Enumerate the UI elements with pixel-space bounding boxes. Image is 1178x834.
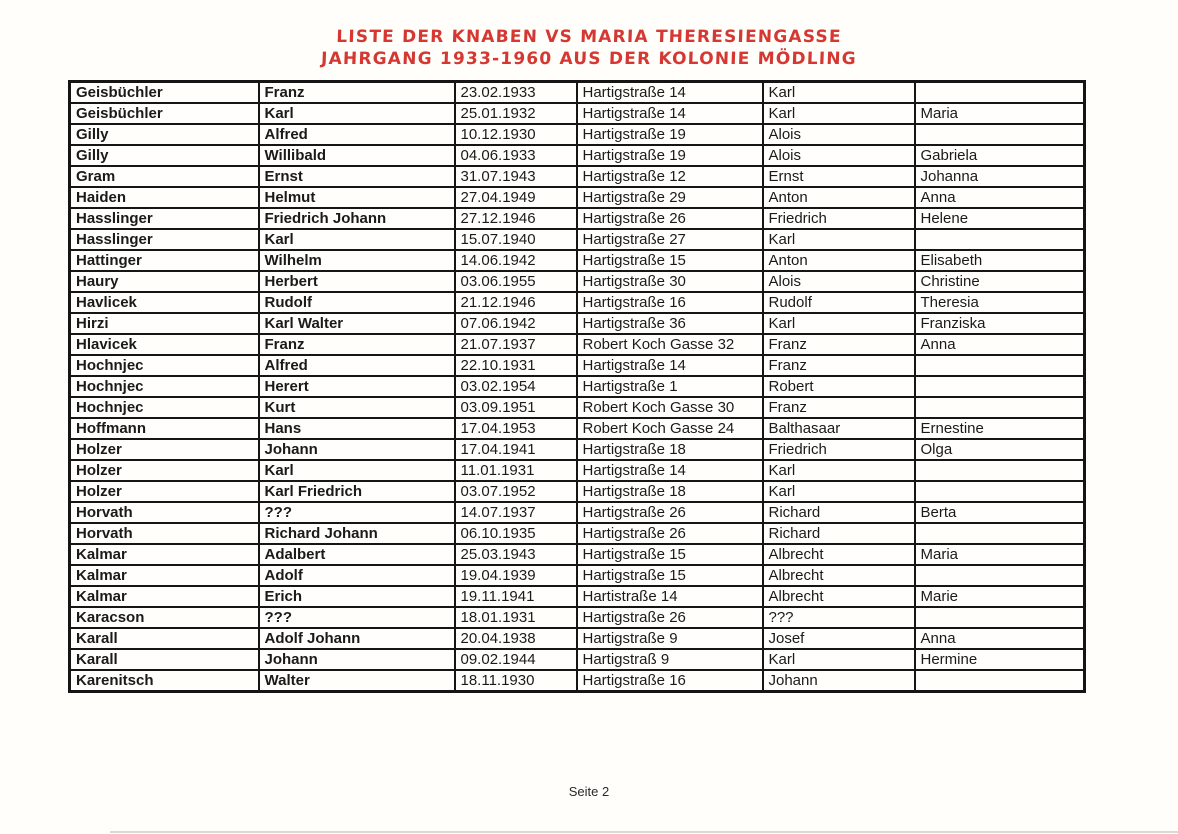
cell-first-name: Herbert <box>259 271 455 292</box>
table-row <box>70 208 1085 229</box>
table-row <box>70 439 1085 460</box>
cell-first-name: Ernst <box>259 166 455 187</box>
cell-mother-name: Franziska <box>915 313 1085 334</box>
cell-first-name: ??? <box>259 502 455 523</box>
cell-first-name: Karl <box>259 229 455 250</box>
cell-address: Hartigstraße 15 <box>577 250 763 271</box>
cell-mother-name: Helene <box>915 208 1085 229</box>
cell-address: Hartigstraße 18 <box>577 481 763 502</box>
cell-birth-date: 20.04.1938 <box>455 628 577 649</box>
table-row <box>70 187 1085 208</box>
cell-first-name: Kurt <box>259 397 455 418</box>
table-row <box>70 313 1085 334</box>
cell-father-name: ??? <box>763 607 915 628</box>
cell-address: Hartigstraße 14 <box>577 103 763 124</box>
cell-father-name: Karl <box>763 229 915 250</box>
cell-birth-date: 14.07.1937 <box>455 502 577 523</box>
cell-father-name: Karl <box>763 460 915 481</box>
cell-birth-date: 22.10.1931 <box>455 355 577 376</box>
cell-birth-date: 27.04.1949 <box>455 187 577 208</box>
cell-first-name: Johann <box>259 439 455 460</box>
cell-address: Hartigstraße 26 <box>577 523 763 544</box>
cell-last-name: Gilly <box>70 145 259 166</box>
cell-address: Robert Koch Gasse 32 <box>577 334 763 355</box>
table-row <box>70 607 1085 628</box>
cell-first-name: Karl <box>259 103 455 124</box>
cell-mother-name <box>915 229 1085 250</box>
cell-mother-name: Hermine <box>915 649 1085 670</box>
cell-father-name: Franz <box>763 334 915 355</box>
cell-birth-date: 04.06.1933 <box>455 145 577 166</box>
cell-address: Robert Koch Gasse 24 <box>577 418 763 439</box>
cell-birth-date: 18.01.1931 <box>455 607 577 628</box>
cell-first-name: Friedrich Johann <box>259 208 455 229</box>
table-row <box>70 166 1085 187</box>
cell-mother-name <box>915 82 1085 104</box>
title-line-1: LISTE DER KNABEN VS MARIA THERESIENGASSE <box>335 27 843 47</box>
cell-birth-date: 23.02.1933 <box>455 82 577 104</box>
cell-mother-name <box>915 523 1085 544</box>
cell-address: Hartigstraße 12 <box>577 166 763 187</box>
table-row <box>70 565 1085 586</box>
cell-first-name: Adolf <box>259 565 455 586</box>
cell-address: Hartigstraß 9 <box>577 649 763 670</box>
table-row <box>70 502 1085 523</box>
cell-birth-date: 17.04.1941 <box>455 439 577 460</box>
cell-first-name: Adolf Johann <box>259 628 455 649</box>
cell-last-name: Holzer <box>70 481 259 502</box>
cell-last-name: Holzer <box>70 439 259 460</box>
cell-first-name: Willibald <box>259 145 455 166</box>
cell-mother-name <box>915 376 1085 397</box>
cell-birth-date: 19.04.1939 <box>455 565 577 586</box>
cell-father-name: Alois <box>763 124 915 145</box>
cell-first-name: Karl <box>259 460 455 481</box>
cell-birth-date: 18.11.1930 <box>455 670 577 692</box>
cell-mother-name <box>915 124 1085 145</box>
cell-first-name: Karl Friedrich <box>259 481 455 502</box>
cell-first-name: Walter <box>259 670 455 692</box>
cell-last-name: Hochnjec <box>70 376 259 397</box>
cell-mother-name: Marie <box>915 586 1085 607</box>
cell-first-name: Rudolf <box>259 292 455 313</box>
cell-birth-date: 11.01.1931 <box>455 460 577 481</box>
cell-father-name: Karl <box>763 649 915 670</box>
cell-address: Hartigstraße 19 <box>577 124 763 145</box>
cell-mother-name: Gabriela <box>915 145 1085 166</box>
cell-first-name: Alfred <box>259 355 455 376</box>
table-row <box>70 670 1085 692</box>
page-bottom-edge <box>110 831 1178 833</box>
table-row <box>70 418 1085 439</box>
cell-mother-name: Johanna <box>915 166 1085 187</box>
cell-mother-name: Christine <box>915 271 1085 292</box>
cell-birth-date: 03.02.1954 <box>455 376 577 397</box>
cell-father-name: Ernst <box>763 166 915 187</box>
cell-father-name: Karl <box>763 313 915 334</box>
cell-last-name: Karall <box>70 649 259 670</box>
cell-birth-date: 07.06.1942 <box>455 313 577 334</box>
cell-birth-date: 21.12.1946 <box>455 292 577 313</box>
cell-last-name: Karacson <box>70 607 259 628</box>
cell-address: Hartigstraße 30 <box>577 271 763 292</box>
cell-father-name: Albrecht <box>763 565 915 586</box>
cell-birth-date: 10.12.1930 <box>455 124 577 145</box>
table-row <box>70 481 1085 502</box>
table-row <box>70 460 1085 481</box>
table-row <box>70 649 1085 670</box>
cell-first-name: Herert <box>259 376 455 397</box>
cell-first-name: Franz <box>259 334 455 355</box>
cell-address: Hartigstraße 26 <box>577 502 763 523</box>
cell-mother-name: Maria <box>915 544 1085 565</box>
cell-birth-date: 25.03.1943 <box>455 544 577 565</box>
cell-father-name: Karl <box>763 103 915 124</box>
cell-last-name: Haiden <box>70 187 259 208</box>
table-row <box>70 124 1085 145</box>
cell-father-name: Richard <box>763 523 915 544</box>
cell-last-name: Hochnjec <box>70 397 259 418</box>
cell-last-name: Hochnjec <box>70 355 259 376</box>
table-row <box>70 82 1085 104</box>
cell-father-name: Anton <box>763 250 915 271</box>
cell-address: Hartistraße 14 <box>577 586 763 607</box>
table-body <box>70 82 1085 692</box>
cell-mother-name: Olga <box>915 439 1085 460</box>
cell-father-name: Albrecht <box>763 586 915 607</box>
cell-first-name: Adalbert <box>259 544 455 565</box>
title-line-2: JAHRGANG 1933-1960 AUS DER KOLONIE MÖDLING <box>320 49 858 69</box>
cell-address: Hartigstraße 19 <box>577 145 763 166</box>
cell-last-name: Kalmar <box>70 544 259 565</box>
cell-birth-date: 06.10.1935 <box>455 523 577 544</box>
table-row <box>70 355 1085 376</box>
cell-address: Hartigstraße 15 <box>577 565 763 586</box>
cell-birth-date: 09.02.1944 <box>455 649 577 670</box>
cell-birth-date: 17.04.1953 <box>455 418 577 439</box>
table-row <box>70 250 1085 271</box>
cell-father-name: Friedrich <box>763 208 915 229</box>
table-row <box>70 544 1085 565</box>
page-number: Seite 2 <box>568 784 610 799</box>
cell-last-name: Geisbüchler <box>70 103 259 124</box>
cell-address: Hartigstraße 16 <box>577 292 763 313</box>
cell-father-name: Rudolf <box>763 292 915 313</box>
table-row <box>70 334 1085 355</box>
cell-address: Hartigstraße 9 <box>577 628 763 649</box>
cell-first-name: Erich <box>259 586 455 607</box>
cell-mother-name: Berta <box>915 502 1085 523</box>
document-title <box>0 26 1178 70</box>
cell-mother-name <box>915 565 1085 586</box>
cell-address: Hartigstraße 26 <box>577 607 763 628</box>
cell-last-name: Holzer <box>70 460 259 481</box>
cell-mother-name <box>915 355 1085 376</box>
cell-mother-name: Maria <box>915 103 1085 124</box>
cell-last-name: Kalmar <box>70 586 259 607</box>
cell-birth-date: 03.07.1952 <box>455 481 577 502</box>
cell-father-name: Josef <box>763 628 915 649</box>
cell-father-name: Franz <box>763 355 915 376</box>
cell-birth-date: 27.12.1946 <box>455 208 577 229</box>
cell-last-name: Haury <box>70 271 259 292</box>
pupil-roster-table <box>68 80 1086 693</box>
table-row <box>70 271 1085 292</box>
cell-mother-name: Theresia <box>915 292 1085 313</box>
cell-father-name: Franz <box>763 397 915 418</box>
cell-address: Hartigstraße 26 <box>577 208 763 229</box>
cell-father-name: Balthasaar <box>763 418 915 439</box>
cell-first-name: Franz <box>259 82 455 104</box>
cell-first-name: ??? <box>259 607 455 628</box>
cell-address: Hartigstraße 29 <box>577 187 763 208</box>
table-row <box>70 229 1085 250</box>
cell-first-name: Wilhelm <box>259 250 455 271</box>
cell-first-name: Alfred <box>259 124 455 145</box>
table-row <box>70 376 1085 397</box>
cell-mother-name: Elisabeth <box>915 250 1085 271</box>
cell-birth-date: 03.09.1951 <box>455 397 577 418</box>
cell-last-name: Hasslinger <box>70 208 259 229</box>
cell-address: Hartigstraße 14 <box>577 355 763 376</box>
cell-address: Hartigstraße 14 <box>577 460 763 481</box>
cell-last-name: Horvath <box>70 502 259 523</box>
cell-father-name: Karl <box>763 481 915 502</box>
cell-father-name: Albrecht <box>763 544 915 565</box>
table-row <box>70 397 1085 418</box>
cell-address: Robert Koch Gasse 30 <box>577 397 763 418</box>
cell-address: Hartigstraße 36 <box>577 313 763 334</box>
cell-first-name: Richard Johann <box>259 523 455 544</box>
cell-last-name: Karenitsch <box>70 670 259 692</box>
table-row <box>70 586 1085 607</box>
cell-mother-name <box>915 397 1085 418</box>
cell-last-name: Horvath <box>70 523 259 544</box>
table-row <box>70 103 1085 124</box>
table-row <box>70 628 1085 649</box>
table-row <box>70 523 1085 544</box>
cell-father-name: Friedrich <box>763 439 915 460</box>
cell-father-name: Johann <box>763 670 915 692</box>
cell-last-name: Karall <box>70 628 259 649</box>
cell-last-name: Hasslinger <box>70 229 259 250</box>
cell-mother-name <box>915 670 1085 692</box>
cell-father-name: Richard <box>763 502 915 523</box>
cell-address: Hartigstraße 15 <box>577 544 763 565</box>
cell-first-name: Helmut <box>259 187 455 208</box>
cell-mother-name <box>915 607 1085 628</box>
cell-first-name: Hans <box>259 418 455 439</box>
cell-address: Hartigstraße 1 <box>577 376 763 397</box>
cell-address: Hartigstraße 14 <box>577 82 763 104</box>
cell-father-name: Alois <box>763 145 915 166</box>
cell-last-name: Gilly <box>70 124 259 145</box>
cell-father-name: Karl <box>763 82 915 104</box>
cell-last-name: Geisbüchler <box>70 82 259 104</box>
cell-father-name: Robert <box>763 376 915 397</box>
cell-mother-name: Ernestine <box>915 418 1085 439</box>
cell-birth-date: 31.07.1943 <box>455 166 577 187</box>
cell-last-name: Havlicek <box>70 292 259 313</box>
table-row <box>70 145 1085 166</box>
cell-first-name: Johann <box>259 649 455 670</box>
cell-last-name: Gram <box>70 166 259 187</box>
cell-address: Hartigstraße 27 <box>577 229 763 250</box>
cell-mother-name <box>915 481 1085 502</box>
cell-father-name: Alois <box>763 271 915 292</box>
cell-mother-name <box>915 460 1085 481</box>
cell-birth-date: 19.11.1941 <box>455 586 577 607</box>
cell-mother-name: Anna <box>915 628 1085 649</box>
cell-father-name: Anton <box>763 187 915 208</box>
cell-last-name: Hirzi <box>70 313 259 334</box>
cell-last-name: Kalmar <box>70 565 259 586</box>
cell-first-name: Karl Walter <box>259 313 455 334</box>
cell-birth-date: 03.06.1955 <box>455 271 577 292</box>
cell-birth-date: 25.01.1932 <box>455 103 577 124</box>
cell-birth-date: 15.07.1940 <box>455 229 577 250</box>
table-row <box>70 292 1085 313</box>
cell-last-name: Hattinger <box>70 250 259 271</box>
cell-address: Hartigstraße 18 <box>577 439 763 460</box>
cell-mother-name: Anna <box>915 334 1085 355</box>
cell-address: Hartigstraße 16 <box>577 670 763 692</box>
cell-last-name: Hlavicek <box>70 334 259 355</box>
cell-birth-date: 21.07.1937 <box>455 334 577 355</box>
cell-birth-date: 14.06.1942 <box>455 250 577 271</box>
cell-mother-name: Anna <box>915 187 1085 208</box>
cell-last-name: Hoffmann <box>70 418 259 439</box>
